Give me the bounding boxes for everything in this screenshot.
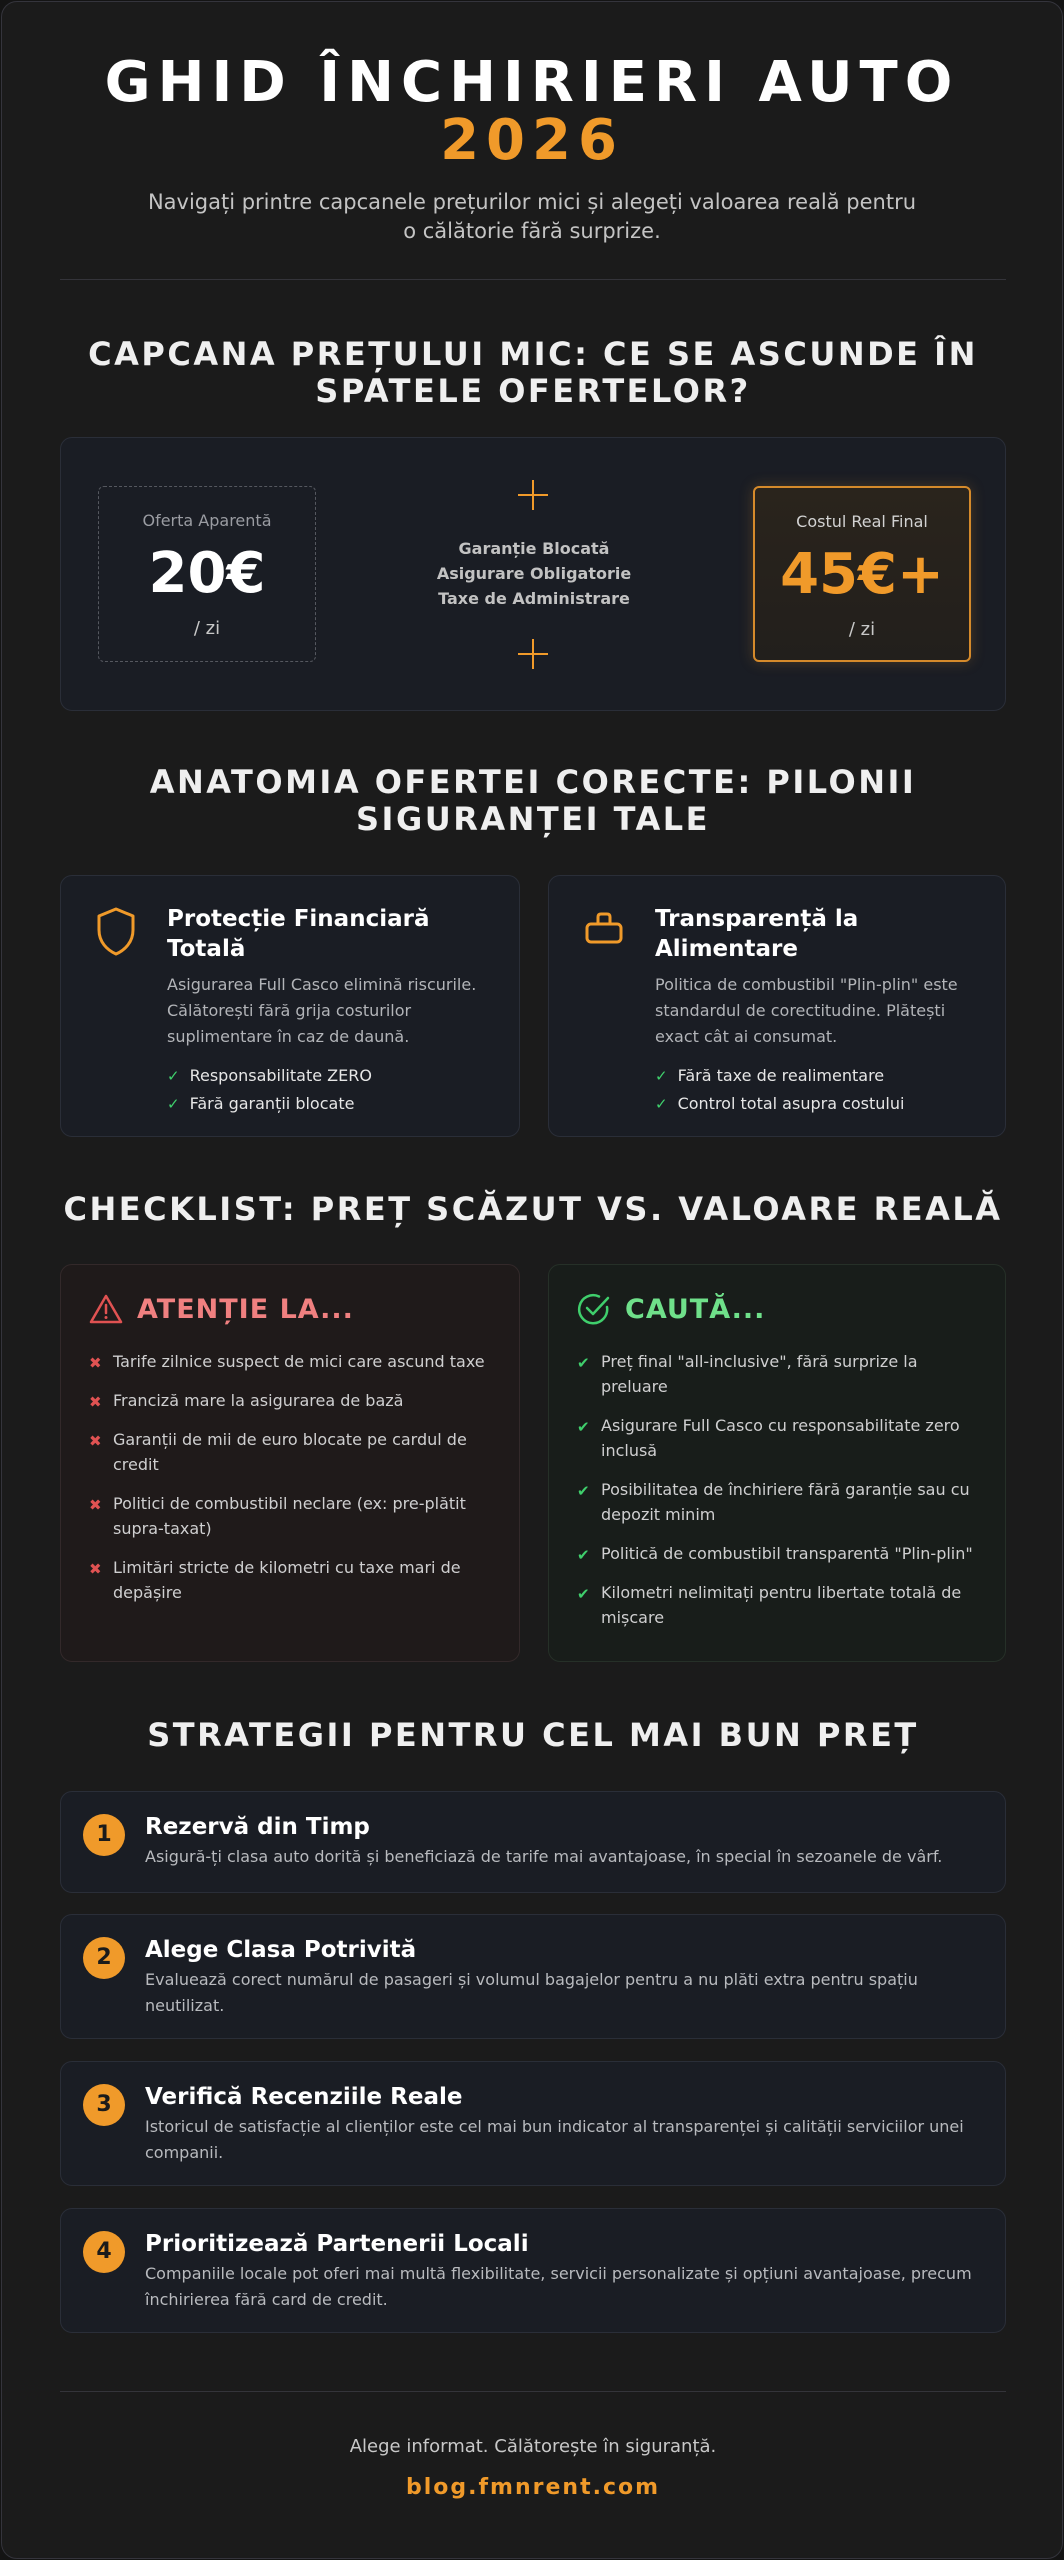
check-icon: ✓ [655, 1067, 668, 1085]
strategy-title: Alege Clasa Potrivită [145, 1937, 417, 1963]
hidden-fees-list [384, 536, 684, 611]
lookfor-item: ✔ Preț final "all-inclusive", fără surprize la preluare [577, 1349, 981, 1399]
strategy-body [145, 1935, 983, 2019]
apparent-price-unit: / zi [193, 618, 221, 639]
real-price-label: Costul Real Final [796, 512, 928, 531]
strategy-card [60, 2208, 1006, 2333]
strategy-card [60, 1791, 1006, 1893]
title-year: 2026 [440, 108, 624, 173]
real-price-unit: / zi [848, 619, 876, 640]
pillar-title: Protecție Financiară Totală [167, 906, 430, 962]
check-circle-icon [577, 1292, 611, 1326]
checklist-section-title: CHECKLIST: PREȚ SCĂZUT VS. VALOARE REALĂ [63, 1190, 1003, 1228]
hidden-fee-item: Garanție Blocată [458, 539, 610, 558]
plus-icon [518, 480, 548, 510]
price-comparison-card [60, 437, 1006, 711]
pillar-description: Politica de combustibil "Plin-plin" este standardul de corectitudine. Plătești exact cât ai consumat. [655, 975, 958, 1046]
strategy-number-badge: 1 [83, 1814, 125, 1856]
page-title [2, 50, 1062, 173]
strategy-number-badge: 4 [83, 2231, 125, 2273]
strategy-description: Companiile locale pot oferi mai multă flexibilitate, servicii personalizate și opțiuni avantajoase, precum închirierea fără card de credit. [145, 2264, 972, 2309]
real-price-box [753, 486, 971, 662]
hidden-fee-item: Taxe de Administrare [438, 589, 630, 608]
lookfor-title: CAUTĂ... [625, 1293, 766, 1325]
trap-section-title: CAPCANA PREȚULUI MIC: CE SE ASCUNDE ÎN SPATELE OFERTELOR? [88, 335, 978, 410]
warning-card [60, 1264, 520, 1662]
apparent-price-value: 20€ [148, 541, 266, 606]
anatomy-section-title: ANATOMIA OFERTEI CORECTE: PILONII SIGURANȚEI TALE [149, 763, 917, 838]
lookfor-card [548, 1264, 1006, 1662]
check-icon: ✔ [577, 1482, 590, 1500]
footer-tagline: Alege informat. Călătorește în siguranță. [349, 2436, 717, 2457]
title-text: GHID ÎNCHIRIERI AUTO [104, 50, 960, 115]
warning-list [89, 1349, 495, 1619]
strategy-card [60, 1914, 1006, 2039]
pillar-list-item: ✓ Fără garanții blocate [167, 1094, 355, 1113]
pillar-list-item: ✓ Fără taxe de realimentare [655, 1066, 885, 1085]
check-icon: ✔ [577, 1354, 590, 1372]
cross-icon: ✖ [89, 1354, 102, 1372]
cross-icon: ✖ [89, 1560, 102, 1578]
plus-icon [518, 639, 548, 669]
pillar-list [167, 1062, 499, 1118]
strategy-body [145, 2229, 983, 2313]
real-price-value: 45€+ [780, 542, 944, 607]
lookfor-item: ✔ Posibilitatea de închiriere fără garanție sau cu depozit minim [577, 1477, 981, 1527]
lookfor-item: ✔ Asigurare Full Casco cu responsabilitate zero inclusă [577, 1413, 981, 1463]
pillar-list-item: ✓ Control total asupra costului [655, 1094, 905, 1113]
lookfor-list [577, 1349, 981, 1644]
warning-title: ATENȚIE LA... [137, 1293, 354, 1325]
lookfor-item: ✔ Politică de combustibil transparentă "Plin-plin" [577, 1541, 981, 1566]
check-icon: ✓ [167, 1067, 180, 1085]
strategy-body [145, 1812, 983, 1870]
pillar-list [655, 1062, 985, 1118]
pillar-card [548, 875, 1006, 1137]
pillar-body [167, 904, 499, 1118]
strategy-description: Istoricul de satisfacție al clienților este cel mai bun indicator al transparenței și calității serviciilor unei companii. [145, 2117, 964, 2162]
strategy-number-badge: 3 [83, 2084, 125, 2126]
strategy-body [145, 2082, 983, 2166]
hidden-fee-item: Asigurare Obligatorie [436, 564, 632, 583]
pillar-card [60, 875, 520, 1137]
warning-icon [89, 1293, 123, 1325]
warning-item: ✖ Politici de combustibil neclare (ex: pre-plătit supra-taxat) [89, 1491, 495, 1541]
infographic-page [1, 1, 1063, 2559]
page-subtitle: Navigați printre capcanele prețurilor mici și alegeți valoarea reală pentru o călătorie fără surprize. [147, 190, 917, 243]
check-icon: ✔ [577, 1546, 590, 1564]
header-divider [60, 279, 1006, 280]
warning-item: ✖ Tarife zilnice suspect de mici care ascund taxe [89, 1349, 495, 1374]
shield-icon [95, 906, 137, 956]
check-icon: ✔ [577, 1585, 590, 1603]
apparent-price-label: Oferta Aparentă [142, 511, 272, 530]
check-icon: ✔ [577, 1418, 590, 1436]
warning-header [89, 1291, 354, 1327]
pillar-list-item: ✓ Responsabilitate ZERO [167, 1066, 372, 1085]
cross-icon: ✖ [89, 1393, 102, 1411]
pillar-title: Transparență la Alimentare [655, 906, 859, 962]
lookfor-item: ✔ Kilometri nelimitați pentru libertate totală de mișcare [577, 1580, 981, 1630]
check-icon: ✓ [167, 1095, 180, 1113]
warning-item: ✖ Limitări stricte de kilometri cu taxe mari de depășire [89, 1555, 495, 1605]
pillar-body [655, 904, 985, 1118]
strategies-section-title: STRATEGII PENTRU CEL MAI BUN PREȚ [147, 1716, 919, 1754]
cross-icon: ✖ [89, 1432, 102, 1450]
fuel-can-icon [583, 906, 625, 956]
strategy-title: Verifică Recenziile Reale [145, 2084, 463, 2110]
footer-blog-link[interactable]: blog.fmnrent.com [405, 2475, 661, 2500]
strategy-title: Rezervă din Timp [145, 1814, 370, 1840]
strategy-description: Asigură-ți clasa auto dorită și beneficiază de tarife mai avantajoase, în special în sezoanele de vârf. [145, 1847, 943, 1866]
strategy-description: Evaluează corect numărul de pasageri și volumul bagajelor pentru a nu plăti extra pentru spațiu neutilizat. [145, 1970, 918, 2015]
check-icon: ✓ [655, 1095, 668, 1113]
warning-item: ✖ Franciză mare la asigurarea de bază [89, 1388, 495, 1413]
strategy-card [60, 2061, 1006, 2186]
strategy-number-badge: 2 [83, 1937, 125, 1979]
cross-icon: ✖ [89, 1496, 102, 1514]
lookfor-header [577, 1291, 765, 1327]
header [2, 2, 1062, 246]
pillar-description: Asigurarea Full Casco elimină riscurile. Călătorești fără grija costurilor suplimentare în caz de daună. [167, 975, 477, 1046]
footer-divider [60, 2391, 1006, 2392]
strategy-title: Prioritizează Partenerii Locali [145, 2231, 529, 2257]
apparent-price-box [98, 486, 316, 662]
warning-item: ✖ Garanții de mii de euro blocate pe cardul de credit [89, 1427, 495, 1477]
